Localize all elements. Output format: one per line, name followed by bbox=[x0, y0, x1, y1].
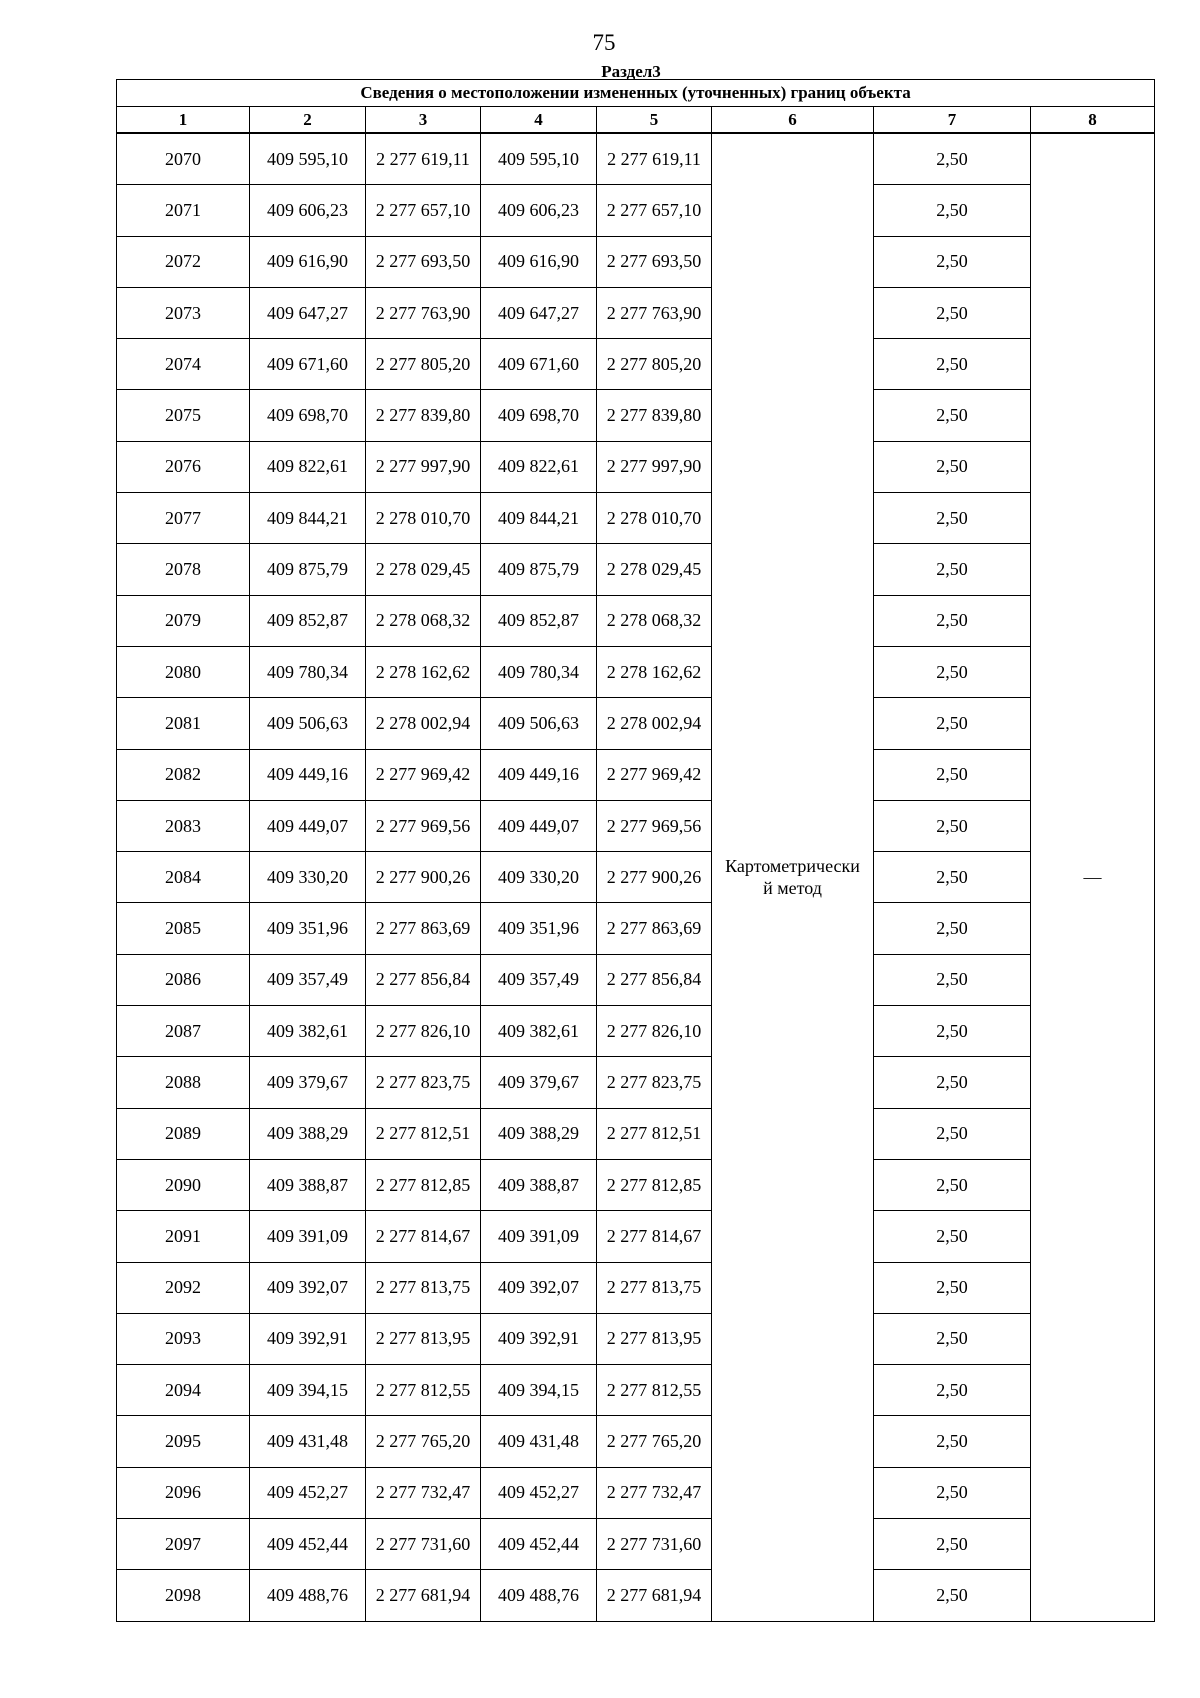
y-old-cell: 2 277 731,60 bbox=[366, 1519, 481, 1570]
column-number: 7 bbox=[874, 107, 1031, 134]
accuracy-cell: 2,50 bbox=[874, 1159, 1031, 1210]
point-number-cell: 2089 bbox=[117, 1108, 250, 1159]
accuracy-cell: 2,50 bbox=[874, 1519, 1031, 1570]
accuracy-cell: 2,50 bbox=[874, 749, 1031, 800]
x-old-cell: 409 449,07 bbox=[250, 800, 366, 851]
table-caption: Сведения о местоположении измененных (уточненных) границ объекта bbox=[117, 80, 1155, 107]
table-row bbox=[117, 441, 1155, 492]
point-number-cell: 2096 bbox=[117, 1467, 250, 1518]
table-row bbox=[117, 1416, 1155, 1467]
y-new-cell: 2 277 997,90 bbox=[597, 441, 712, 492]
y-old-cell: 2 277 813,75 bbox=[366, 1262, 481, 1313]
table-row bbox=[117, 1365, 1155, 1416]
table-row bbox=[117, 287, 1155, 338]
y-old-cell: 2 277 812,55 bbox=[366, 1365, 481, 1416]
y-old-cell: 2 277 997,90 bbox=[366, 441, 481, 492]
table-row bbox=[117, 954, 1155, 1005]
y-old-cell: 2 277 839,80 bbox=[366, 390, 481, 441]
accuracy-cell: 2,50 bbox=[874, 1006, 1031, 1057]
x-old-cell: 409 698,70 bbox=[250, 390, 366, 441]
x-new-cell: 409 382,61 bbox=[481, 1006, 597, 1057]
x-new-cell: 409 671,60 bbox=[481, 339, 597, 390]
x-new-cell: 409 488,76 bbox=[481, 1570, 597, 1621]
x-old-cell: 409 875,79 bbox=[250, 544, 366, 595]
x-new-cell: 409 431,48 bbox=[481, 1416, 597, 1467]
accuracy-cell: 2,50 bbox=[874, 287, 1031, 338]
x-new-cell: 409 449,07 bbox=[481, 800, 597, 851]
point-number-cell: 2080 bbox=[117, 646, 250, 697]
y-old-cell: 2 277 657,10 bbox=[366, 185, 481, 236]
x-old-cell: 409 357,49 bbox=[250, 954, 366, 1005]
y-old-cell: 2 277 812,51 bbox=[366, 1108, 481, 1159]
y-old-cell: 2 277 814,67 bbox=[366, 1211, 481, 1262]
x-old-cell: 409 351,96 bbox=[250, 903, 366, 954]
x-new-cell: 409 351,96 bbox=[481, 903, 597, 954]
point-number-cell: 2070 bbox=[117, 133, 250, 185]
y-old-cell: 2 278 162,62 bbox=[366, 646, 481, 697]
column-number: 3 bbox=[366, 107, 481, 134]
accuracy-cell: 2,50 bbox=[874, 595, 1031, 646]
point-number-cell: 2091 bbox=[117, 1211, 250, 1262]
accuracy-cell: 2,50 bbox=[874, 1570, 1031, 1621]
y-old-cell: 2 277 681,94 bbox=[366, 1570, 481, 1621]
y-new-cell: 2 277 732,47 bbox=[597, 1467, 712, 1518]
point-number-cell: 2078 bbox=[117, 544, 250, 595]
point-number-cell: 2081 bbox=[117, 698, 250, 749]
point-number-cell: 2095 bbox=[117, 1416, 250, 1467]
x-new-cell: 409 330,20 bbox=[481, 852, 597, 903]
accuracy-cell: 2,50 bbox=[874, 1416, 1031, 1467]
point-number-cell: 2077 bbox=[117, 493, 250, 544]
x-old-cell: 409 671,60 bbox=[250, 339, 366, 390]
y-old-cell: 2 278 068,32 bbox=[366, 595, 481, 646]
accuracy-cell: 2,50 bbox=[874, 236, 1031, 287]
y-new-cell: 2 277 812,85 bbox=[597, 1159, 712, 1210]
accuracy-cell: 2,50 bbox=[874, 441, 1031, 492]
x-old-cell: 409 379,67 bbox=[250, 1057, 366, 1108]
point-number-cell: 2090 bbox=[117, 1159, 250, 1210]
table-row bbox=[117, 493, 1155, 544]
x-old-cell: 409 780,34 bbox=[250, 646, 366, 697]
accuracy-cell: 2,50 bbox=[874, 544, 1031, 595]
table-row bbox=[117, 339, 1155, 390]
point-number-cell: 2085 bbox=[117, 903, 250, 954]
table-row bbox=[117, 1211, 1155, 1262]
y-new-cell: 2 277 681,94 bbox=[597, 1570, 712, 1621]
accuracy-cell: 2,50 bbox=[874, 800, 1031, 851]
x-old-cell: 409 382,61 bbox=[250, 1006, 366, 1057]
x-old-cell: 409 844,21 bbox=[250, 493, 366, 544]
coordinates-table bbox=[116, 79, 1155, 1622]
y-new-cell: 2 277 969,42 bbox=[597, 749, 712, 800]
y-old-cell: 2 277 900,26 bbox=[366, 852, 481, 903]
x-new-cell: 409 388,29 bbox=[481, 1108, 597, 1159]
y-new-cell: 2 277 812,55 bbox=[597, 1365, 712, 1416]
y-old-cell: 2 277 826,10 bbox=[366, 1006, 481, 1057]
x-new-cell: 409 852,87 bbox=[481, 595, 597, 646]
y-new-cell: 2 277 839,80 bbox=[597, 390, 712, 441]
table-row bbox=[117, 800, 1155, 851]
y-new-cell: 2 278 029,45 bbox=[597, 544, 712, 595]
x-new-cell: 409 388,87 bbox=[481, 1159, 597, 1210]
y-old-cell: 2 277 805,20 bbox=[366, 339, 481, 390]
y-old-cell: 2 277 969,42 bbox=[366, 749, 481, 800]
method-cell bbox=[712, 133, 874, 1621]
accuracy-cell: 2,50 bbox=[874, 339, 1031, 390]
y-old-cell: 2 277 765,20 bbox=[366, 1416, 481, 1467]
table-row bbox=[117, 1570, 1155, 1621]
y-new-cell: 2 277 969,56 bbox=[597, 800, 712, 851]
y-new-cell: 2 277 826,10 bbox=[597, 1006, 712, 1057]
point-number-cell: 2087 bbox=[117, 1006, 250, 1057]
y-new-cell: 2 277 619,11 bbox=[597, 133, 712, 185]
column-number-row bbox=[117, 107, 1155, 134]
x-new-cell: 409 606,23 bbox=[481, 185, 597, 236]
point-number-cell: 2074 bbox=[117, 339, 250, 390]
accuracy-cell: 2,50 bbox=[874, 1211, 1031, 1262]
y-new-cell: 2 277 813,95 bbox=[597, 1313, 712, 1364]
x-new-cell: 409 394,15 bbox=[481, 1365, 597, 1416]
y-new-cell: 2 277 693,50 bbox=[597, 236, 712, 287]
y-old-cell: 2 277 863,69 bbox=[366, 903, 481, 954]
x-old-cell: 409 595,10 bbox=[250, 133, 366, 185]
accuracy-cell: 2,50 bbox=[874, 493, 1031, 544]
y-new-cell: 2 277 814,67 bbox=[597, 1211, 712, 1262]
y-old-cell: 2 278 002,94 bbox=[366, 698, 481, 749]
point-number-cell: 2079 bbox=[117, 595, 250, 646]
point-number-cell: 2092 bbox=[117, 1262, 250, 1313]
y-new-cell: 2 277 763,90 bbox=[597, 287, 712, 338]
accuracy-cell: 2,50 bbox=[874, 1108, 1031, 1159]
y-new-cell: 2 278 162,62 bbox=[597, 646, 712, 697]
x-old-cell: 409 822,61 bbox=[250, 441, 366, 492]
x-new-cell: 409 822,61 bbox=[481, 441, 597, 492]
table-row bbox=[117, 544, 1155, 595]
table-row bbox=[117, 1519, 1155, 1570]
table-row bbox=[117, 1057, 1155, 1108]
table-caption-row bbox=[117, 80, 1155, 107]
x-old-cell: 409 452,27 bbox=[250, 1467, 366, 1518]
point-number-cell: 2082 bbox=[117, 749, 250, 800]
point-number-cell: 2076 bbox=[117, 441, 250, 492]
x-new-cell: 409 452,27 bbox=[481, 1467, 597, 1518]
accuracy-cell: 2,50 bbox=[874, 954, 1031, 1005]
point-number-cell: 2098 bbox=[117, 1570, 250, 1621]
x-old-cell: 409 392,91 bbox=[250, 1313, 366, 1364]
y-old-cell: 2 277 823,75 bbox=[366, 1057, 481, 1108]
point-number-cell: 2094 bbox=[117, 1365, 250, 1416]
accuracy-cell: 2,50 bbox=[874, 390, 1031, 441]
y-new-cell: 2 277 812,51 bbox=[597, 1108, 712, 1159]
y-old-cell: 2 277 732,47 bbox=[366, 1467, 481, 1518]
table-row bbox=[117, 1467, 1155, 1518]
accuracy-cell: 2,50 bbox=[874, 133, 1031, 185]
x-new-cell: 409 392,07 bbox=[481, 1262, 597, 1313]
x-old-cell: 409 431,48 bbox=[250, 1416, 366, 1467]
accuracy-cell: 2,50 bbox=[874, 1467, 1031, 1518]
table-row bbox=[117, 1108, 1155, 1159]
column-number: 4 bbox=[481, 107, 597, 134]
x-new-cell: 409 506,63 bbox=[481, 698, 597, 749]
x-new-cell: 409 357,49 bbox=[481, 954, 597, 1005]
accuracy-cell: 2,50 bbox=[874, 1365, 1031, 1416]
table-row bbox=[117, 903, 1155, 954]
accuracy-cell: 2,50 bbox=[874, 698, 1031, 749]
y-old-cell: 2 277 812,85 bbox=[366, 1159, 481, 1210]
x-new-cell: 409 379,67 bbox=[481, 1057, 597, 1108]
y-new-cell: 2 277 731,60 bbox=[597, 1519, 712, 1570]
table-row bbox=[117, 852, 1155, 903]
y-old-cell: 2 277 763,90 bbox=[366, 287, 481, 338]
y-new-cell: 2 277 900,26 bbox=[597, 852, 712, 903]
column-number: 5 bbox=[597, 107, 712, 134]
table-row bbox=[117, 1006, 1155, 1057]
y-new-cell: 2 277 657,10 bbox=[597, 185, 712, 236]
accuracy-cell: 2,50 bbox=[874, 1313, 1031, 1364]
accuracy-cell: 2,50 bbox=[874, 903, 1031, 954]
y-new-cell: 2 278 068,32 bbox=[597, 595, 712, 646]
table-row bbox=[117, 749, 1155, 800]
point-number-cell: 2088 bbox=[117, 1057, 250, 1108]
accuracy-cell: 2,50 bbox=[874, 1057, 1031, 1108]
column-number: 8 bbox=[1031, 107, 1155, 134]
x-old-cell: 409 388,29 bbox=[250, 1108, 366, 1159]
x-new-cell: 409 616,90 bbox=[481, 236, 597, 287]
point-number-cell: 2093 bbox=[117, 1313, 250, 1364]
point-number-cell: 2083 bbox=[117, 800, 250, 851]
x-old-cell: 409 388,87 bbox=[250, 1159, 366, 1210]
column-number: 1 bbox=[117, 107, 250, 134]
x-old-cell: 409 606,23 bbox=[250, 185, 366, 236]
x-new-cell: 409 844,21 bbox=[481, 493, 597, 544]
point-number-cell: 2072 bbox=[117, 236, 250, 287]
y-old-cell: 2 277 856,84 bbox=[366, 954, 481, 1005]
point-number-cell: 2086 bbox=[117, 954, 250, 1005]
x-new-cell: 409 647,27 bbox=[481, 287, 597, 338]
x-new-cell: 409 452,44 bbox=[481, 1519, 597, 1570]
x-new-cell: 409 391,09 bbox=[481, 1211, 597, 1262]
x-old-cell: 409 449,16 bbox=[250, 749, 366, 800]
table-row bbox=[117, 236, 1155, 287]
accuracy-cell: 2,50 bbox=[874, 646, 1031, 697]
accuracy-cell: 2,50 bbox=[874, 185, 1031, 236]
x-new-cell: 409 392,91 bbox=[481, 1313, 597, 1364]
x-new-cell: 409 595,10 bbox=[481, 133, 597, 185]
point-number-cell: 2073 bbox=[117, 287, 250, 338]
y-new-cell: 2 278 002,94 bbox=[597, 698, 712, 749]
method-text-line2: й метод bbox=[763, 878, 822, 899]
accuracy-cell: 2,50 bbox=[874, 852, 1031, 903]
x-old-cell: 409 392,07 bbox=[250, 1262, 366, 1313]
table-body bbox=[117, 133, 1155, 1621]
section-title: Раздел3 bbox=[601, 62, 661, 81]
y-new-cell: 2 277 823,75 bbox=[597, 1057, 712, 1108]
x-old-cell: 409 452,44 bbox=[250, 1519, 366, 1570]
y-new-cell: 2 278 010,70 bbox=[597, 493, 712, 544]
y-old-cell: 2 278 029,45 bbox=[366, 544, 481, 595]
y-new-cell: 2 277 765,20 bbox=[597, 1416, 712, 1467]
x-old-cell: 409 394,15 bbox=[250, 1365, 366, 1416]
y-new-cell: 2 277 863,69 bbox=[597, 903, 712, 954]
accuracy-cell: 2,50 bbox=[874, 1262, 1031, 1313]
y-old-cell: 2 277 969,56 bbox=[366, 800, 481, 851]
y-old-cell: 2 277 693,50 bbox=[366, 236, 481, 287]
x-old-cell: 409 852,87 bbox=[250, 595, 366, 646]
column-number: 6 bbox=[712, 107, 874, 134]
table-row bbox=[117, 390, 1155, 441]
point-number-cell: 2075 bbox=[117, 390, 250, 441]
table-row bbox=[117, 133, 1155, 185]
x-old-cell: 409 616,90 bbox=[250, 236, 366, 287]
y-old-cell: 2 277 619,11 bbox=[366, 133, 481, 185]
table-row bbox=[117, 185, 1155, 236]
y-new-cell: 2 277 813,75 bbox=[597, 1262, 712, 1313]
table-row bbox=[117, 698, 1155, 749]
x-new-cell: 409 698,70 bbox=[481, 390, 597, 441]
point-number-cell: 2097 bbox=[117, 1519, 250, 1570]
point-number-cell: 2071 bbox=[117, 185, 250, 236]
y-new-cell: 2 277 856,84 bbox=[597, 954, 712, 1005]
x-old-cell: 409 488,76 bbox=[250, 1570, 366, 1621]
x-new-cell: 409 875,79 bbox=[481, 544, 597, 595]
table-row bbox=[117, 1159, 1155, 1210]
x-old-cell: 409 330,20 bbox=[250, 852, 366, 903]
x-new-cell: 409 449,16 bbox=[481, 749, 597, 800]
column-number: 2 bbox=[250, 107, 366, 134]
x-old-cell: 409 506,63 bbox=[250, 698, 366, 749]
table-row bbox=[117, 1313, 1155, 1364]
page-number: 75 bbox=[592, 30, 616, 55]
y-old-cell: 2 278 010,70 bbox=[366, 493, 481, 544]
method-text-line1: Картометрически bbox=[725, 856, 860, 877]
column-8-cell: — bbox=[1031, 133, 1155, 1621]
y-new-cell: 2 277 805,20 bbox=[597, 339, 712, 390]
x-old-cell: 409 391,09 bbox=[250, 1211, 366, 1262]
point-number-cell: 2084 bbox=[117, 852, 250, 903]
x-new-cell: 409 780,34 bbox=[481, 646, 597, 697]
x-old-cell: 409 647,27 bbox=[250, 287, 366, 338]
table-row bbox=[117, 1262, 1155, 1313]
table-row bbox=[117, 595, 1155, 646]
table-row bbox=[117, 646, 1155, 697]
y-old-cell: 2 277 813,95 bbox=[366, 1313, 481, 1364]
